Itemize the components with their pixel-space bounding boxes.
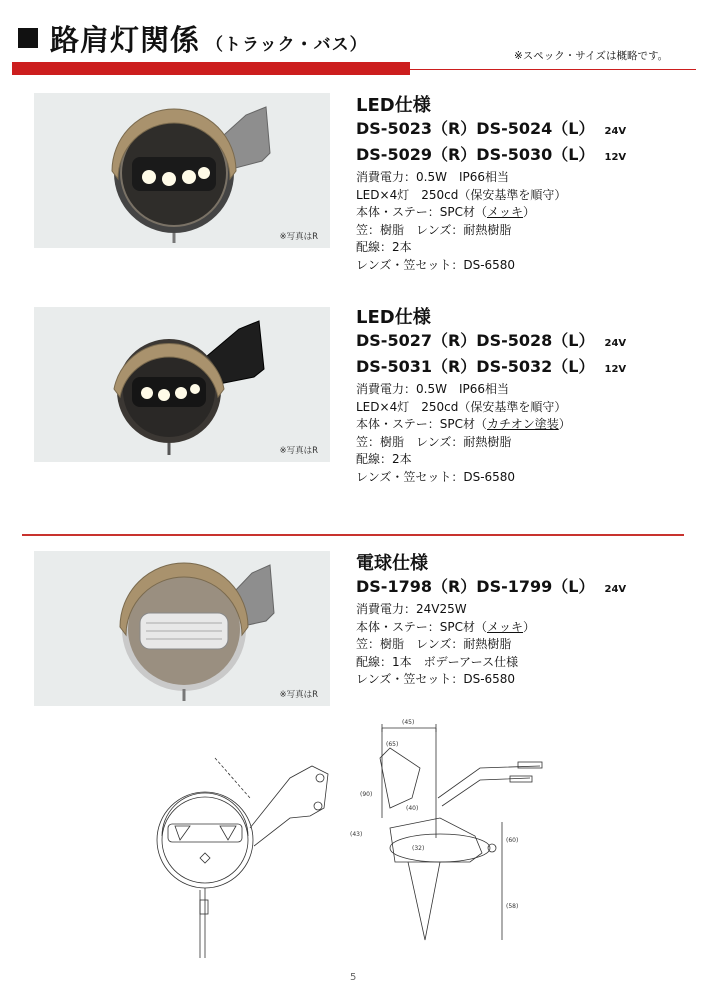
spec-led: LED×4灯 250cd（保安基準を順守） <box>356 399 567 414</box>
spec-lens-set: レンズ・笠セット：DS-6580 <box>356 257 516 272</box>
spec-body <box>356 416 626 434</box>
spec-heading: LED仕様 <box>356 307 431 328</box>
spec-power: 消費電力：0.5W IP66相当 <box>356 382 509 396</box>
model-row <box>356 329 626 355</box>
page-title <box>18 18 368 59</box>
header-red-line <box>410 69 696 70</box>
spec-shade: 笠：樹脂 レンズ：耐熱樹脂 <box>356 434 512 449</box>
voltage: 12V <box>604 364 627 375</box>
spec-wiring: 配線：2本 <box>356 452 412 466</box>
spec-body-finish: カチオン塗装 <box>487 417 559 431</box>
model-numbers: DS-5029（R）DS-5030（L） <box>356 145 595 164</box>
product-photo-1 <box>34 93 330 248</box>
spec-body-suffix: ） <box>558 417 571 431</box>
spec-block-1 <box>356 95 626 274</box>
spec-body-suffix: ） <box>523 205 536 219</box>
spec-heading: 電球仕様 <box>356 553 428 574</box>
voltage: 24V <box>604 338 627 349</box>
square-bullet-icon <box>18 28 38 48</box>
model-numbers: DS-5023（R）DS-5024（L） <box>356 119 595 138</box>
model-numbers: DS-1798（R）DS-1799（L） <box>356 577 595 596</box>
spec-body-finish: メッキ <box>487 205 524 219</box>
spec-led: LED×4灯 250cd（保安基準を順守） <box>356 187 567 202</box>
voltage: 12V <box>604 152 627 163</box>
model-row <box>356 355 626 381</box>
model-numbers: DS-5027（R）DS-5028（L） <box>356 331 595 350</box>
spec-body-suffix: ） <box>523 619 536 634</box>
dimension-label: (32) <box>412 845 425 852</box>
front-view <box>157 758 328 958</box>
page-number: 5 <box>350 972 357 983</box>
product-photo-3 <box>34 551 330 706</box>
spec-block-3 <box>356 553 626 689</box>
spec-body <box>356 204 626 222</box>
spec-shade: 笠：樹脂 レンズ：耐熱樹脂 <box>356 222 512 237</box>
dimension-label: (45) <box>402 719 415 726</box>
spec-block-2 <box>356 307 626 486</box>
header-red-bar <box>12 62 410 75</box>
technical-drawing <box>150 718 550 967</box>
photo-caption: ※写真はR <box>279 690 318 700</box>
model-row <box>356 117 626 143</box>
model-row <box>356 143 626 169</box>
title-subtitle: （トラック・バス） <box>206 35 368 55</box>
model-numbers: DS-5031（R）DS-5032（L） <box>356 357 595 376</box>
photo-caption: ※写真はR <box>279 446 318 456</box>
spec-heading: LED仕様 <box>356 95 431 116</box>
spec-wiring: 配線：1本 ボデーアース仕様 <box>356 654 519 669</box>
spec-power: 消費電力：0.5W IP66相当 <box>356 170 509 184</box>
lamp-illustration-2 <box>34 307 330 462</box>
spec-wiring: 配線：2本 <box>356 240 412 254</box>
spec-power: 消費電力：24V25W <box>356 602 467 616</box>
side-view <box>350 719 542 940</box>
section-divider <box>22 534 684 536</box>
spec-lens-set: レンズ・笠セット：DS-6580 <box>356 672 516 686</box>
model-row <box>356 575 626 601</box>
voltage: 24V <box>604 584 627 595</box>
spec-body-prefix: 本体・ステー：SPC材（ <box>356 417 487 431</box>
spec-lens-set: レンズ・笠セット：DS-6580 <box>356 469 516 484</box>
spec-body-prefix: 本体・ステー：SPC材（ <box>356 619 487 634</box>
spec-body-finish: メッキ <box>487 619 524 634</box>
voltage: 24V <box>604 126 627 137</box>
dimension-label: (58) <box>506 903 519 910</box>
lamp-illustration-1 <box>34 93 330 248</box>
spec-body <box>356 619 626 637</box>
dimension-label: (65) <box>386 741 399 748</box>
spec-body-prefix: 本体・ステー：SPC材（ <box>356 205 487 219</box>
dimension-label: (40) <box>406 805 419 812</box>
product-photo-2 <box>34 307 330 462</box>
lamp-illustration-3 <box>34 551 330 706</box>
photo-caption: ※写真はR <box>279 232 318 242</box>
dimension-label: (43) <box>350 831 363 838</box>
spec-note: ※スペック・サイズは概略です。 <box>514 50 669 62</box>
dimension-label: (90) <box>360 791 373 798</box>
spec-shade: 笠：樹脂 レンズ：耐熱樹脂 <box>356 637 512 651</box>
dimension-label: (60) <box>506 837 519 844</box>
title-text: 路肩灯関係 <box>50 23 201 57</box>
